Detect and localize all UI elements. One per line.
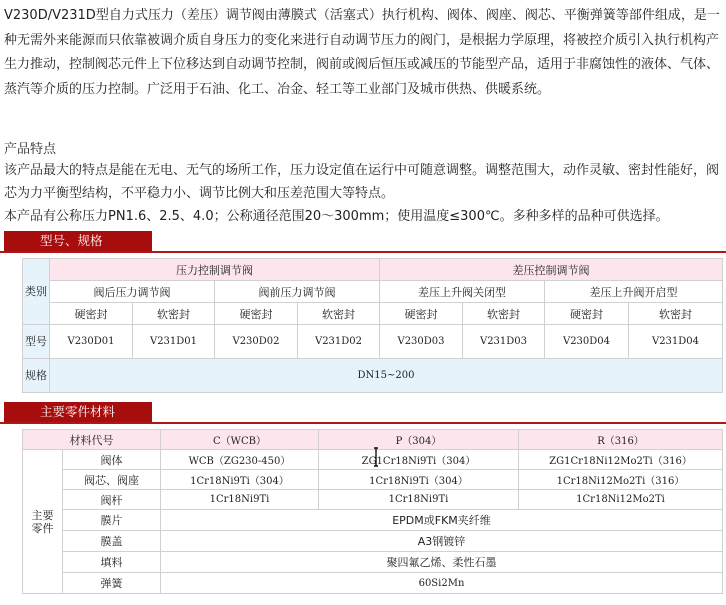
model-code: V231D04 <box>629 325 723 359</box>
part-material-common: 聚四氟乙烯、柔性石墨 <box>161 552 723 573</box>
seal-type: 硬密封 <box>380 303 463 325</box>
part-material: 1Cr18Ni9Ti（304） <box>161 470 319 490</box>
part-material-common: A3钢镀锌 <box>161 531 723 552</box>
section-tab-model: 型号、规格 <box>4 231 152 251</box>
main-parts-label: 主要零件 <box>23 450 63 594</box>
model-code: V231D01 <box>133 325 215 359</box>
part-material: ZG1Cr18Ni12Mo2Ti（316） <box>519 450 723 470</box>
model-code: V230D04 <box>545 325 629 359</box>
sub-group: 阀前压力调节阀 <box>215 281 380 303</box>
seal-type: 软密封 <box>463 303 545 325</box>
material-code: C（WCB） <box>161 430 319 450</box>
category-label: 类别 <box>23 259 50 325</box>
seal-type: 软密封 <box>629 303 723 325</box>
feature-line: 本产品有公称压力PN1.6、2.5、4.0；公称通径范围20～300mm；使用温度≤300℃。多种多样的品种可供选择。 <box>4 209 669 224</box>
model-code: V230D01 <box>50 325 133 359</box>
part-material: WCB（ZG230-450） <box>161 450 319 470</box>
intro-paragraph: V230D/V231D型自力式压力（差压）调节阀由薄膜式（活塞式）执行机构、阀体、阀座、阀芯、平衡弹簧等部件组成，是一种无需外来能源而只依靠被调介质自身压力的变化来进行自动调节压力的阀门，是根据力学原理，将被控介质引入执行机构产生力推动，控制阀芯元件上下位移达到自动调节控制，阀前或阀后恒压或减压的节能型产品，适用于非腐蚀性的液体、气体、蒸汽等介质的压力控制。广泛用于石油、化工、冶金、轻工等工业部门及城市供热、供暖系统。 <box>4 8 720 97</box>
part-name: 膜盖 <box>63 531 161 552</box>
spec-value: DN15~200 <box>50 359 723 393</box>
spec-label: 规格 <box>23 359 50 393</box>
part-name: 弹簧 <box>63 573 161 594</box>
model-table <box>22 258 723 393</box>
seal-type: 硬密封 <box>215 303 298 325</box>
features-heading: 产品特点 <box>4 142 57 157</box>
material-code: P（304） <box>319 430 519 450</box>
part-name: 膜片 <box>63 510 161 531</box>
section-bar-parts <box>0 402 726 424</box>
material-code-header: 材料代号 <box>23 430 161 450</box>
part-name: 阀杆 <box>63 490 161 510</box>
model-label: 型号 <box>23 325 50 359</box>
model-code: V231D02 <box>298 325 380 359</box>
part-name: 阀体 <box>63 450 161 470</box>
part-name: 填料 <box>63 552 161 573</box>
model-code: V230D03 <box>380 325 463 359</box>
part-material: 1Cr18Ni9Ti <box>161 490 319 510</box>
part-material-common: EPDM或FKM夹纤维 <box>161 510 723 531</box>
sub-group: 差压上升阀关闭型 <box>380 281 545 303</box>
group-pressure: 压力控制调节阀 <box>50 259 380 281</box>
sub-group: 阀后压力调节阀 <box>50 281 215 303</box>
part-material: 1Cr18Ni9Ti（304） <box>319 470 519 490</box>
seal-type: 软密封 <box>133 303 215 325</box>
part-material: 1Cr18Ni12Mo2Ti（316） <box>519 470 723 490</box>
feature-line: 该产品最大的特点是能在无电、无气的场所工作，压力设定值在运行中可随意调整。调整范围大，动作灵敏、密封性能好，阀芯为力平衡型结构，不平稳力小、调节比例大和压差范围大等特点。 <box>4 163 720 201</box>
group-diff: 差压控制调节阀 <box>380 259 723 281</box>
part-material-common: 60Si2Mn <box>161 573 723 594</box>
material-code: R（316） <box>519 430 723 450</box>
part-material: ZG1Cr18Ni9Ti（304） <box>319 450 519 470</box>
part-material: 1Cr18Ni9Ti <box>319 490 519 510</box>
model-code: V230D02 <box>215 325 298 359</box>
section-tab-parts: 主要零件材料 <box>4 402 152 422</box>
sub-group: 差压上升阀开启型 <box>545 281 723 303</box>
part-material: 1Cr18Ni12Mo2Ti <box>519 490 723 510</box>
seal-type: 硬密封 <box>545 303 629 325</box>
section-bar-model <box>0 231 726 253</box>
features-text <box>4 159 720 228</box>
part-name: 阀芯、阀座 <box>63 470 161 490</box>
seal-type: 硬密封 <box>50 303 133 325</box>
mouse-cursor-icon <box>370 447 382 467</box>
seal-type: 软密封 <box>298 303 380 325</box>
model-code: V231D03 <box>463 325 545 359</box>
